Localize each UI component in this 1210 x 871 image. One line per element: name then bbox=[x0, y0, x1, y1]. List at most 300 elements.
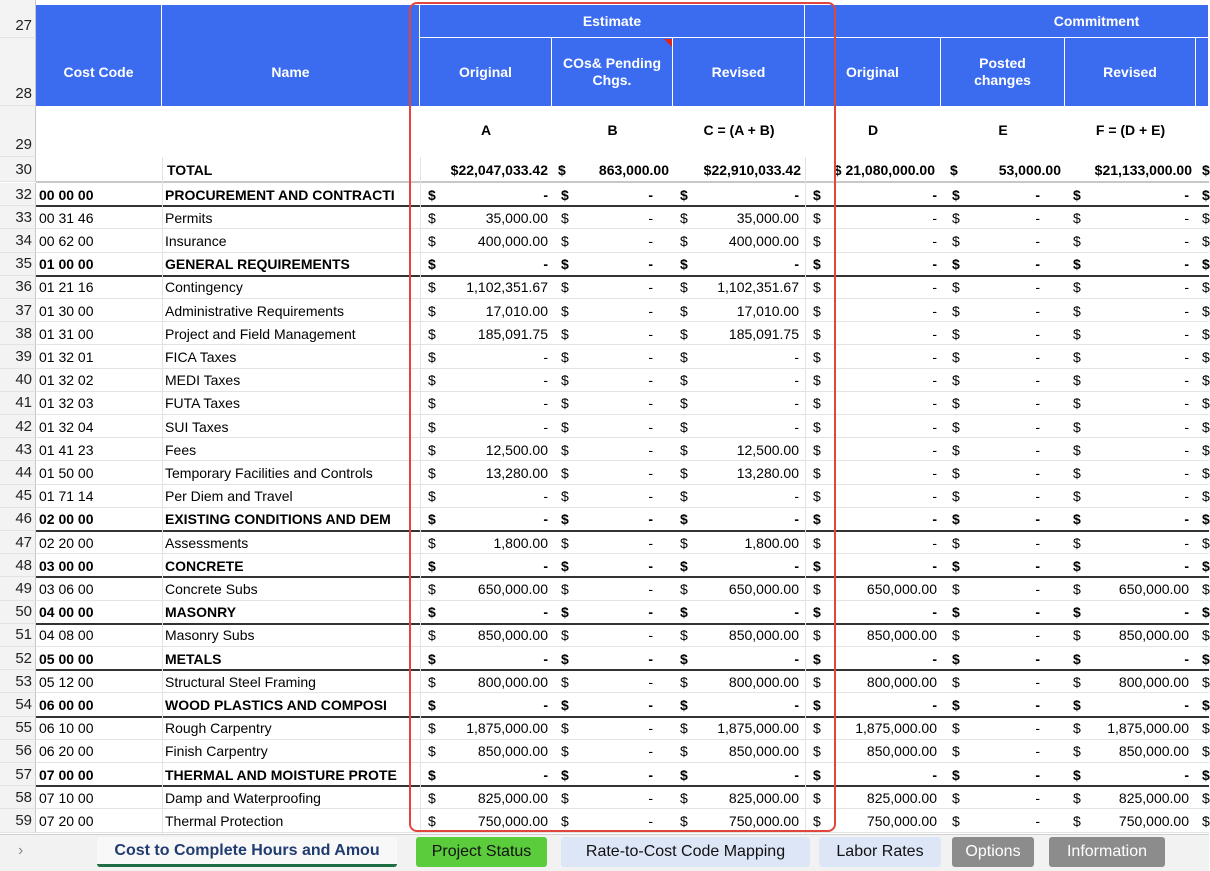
col-header-commitment-original[interactable]: Original bbox=[805, 38, 941, 106]
dollar-sign: $ bbox=[428, 789, 436, 806]
amount-cell-d[interactable]: - bbox=[932, 279, 937, 296]
amount-cell-a[interactable]: - bbox=[543, 488, 548, 505]
cost-code-cell[interactable]: 06 10 00 bbox=[39, 720, 94, 737]
row-header[interactable]: 47 bbox=[0, 531, 36, 554]
amount-cell-e[interactable]: - bbox=[1035, 743, 1040, 760]
col-header-estimate-revised[interactable]: Revised bbox=[673, 38, 805, 106]
col-header-estimate-original[interactable]: Original bbox=[420, 38, 552, 106]
amount-cell-e[interactable]: - bbox=[1035, 232, 1040, 249]
amount-cell-d[interactable]: - bbox=[932, 441, 937, 458]
row-header[interactable]: 33 bbox=[0, 206, 36, 229]
amount-cell-f[interactable]: - bbox=[1184, 372, 1189, 389]
amount-cell-f[interactable]: 850,000.00 bbox=[1118, 627, 1189, 644]
amount-cell-f[interactable]: - bbox=[1184, 557, 1189, 574]
amount-cell-a[interactable]: 800,000.00 bbox=[477, 673, 548, 690]
amount-cell-a[interactable]: 1,875,000.00 bbox=[466, 720, 548, 737]
amount-cell-c[interactable]: 750,000.00 bbox=[728, 812, 799, 829]
dollar-sign: $ bbox=[1202, 812, 1210, 829]
amount-cell-f[interactable]: - bbox=[1184, 511, 1189, 528]
amount-cell-a[interactable]: 400,000.00 bbox=[477, 232, 548, 249]
row-header[interactable]: 39 bbox=[0, 345, 36, 368]
name-cell[interactable]: PROCUREMENT AND CONTRACTI bbox=[165, 186, 395, 203]
amount-cell-f[interactable]: - bbox=[1184, 604, 1189, 621]
name-cell[interactable]: Rough Carpentry bbox=[165, 720, 272, 737]
sheet-tab[interactable]: Information bbox=[1049, 837, 1165, 867]
cost-code-cell[interactable]: 00 31 46 bbox=[39, 209, 94, 226]
amount-cell-b[interactable]: - bbox=[648, 580, 653, 597]
amount-cell-e[interactable]: - bbox=[1035, 627, 1040, 644]
amount-cell-a[interactable]: - bbox=[543, 372, 548, 389]
amount-cell-d[interactable]: 750,000.00 bbox=[866, 812, 937, 829]
cost-code-cell[interactable]: 01 41 23 bbox=[39, 441, 94, 458]
amount-cell-c[interactable]: 13,280.00 bbox=[736, 464, 799, 481]
amount-cell-d[interactable]: - bbox=[932, 464, 937, 481]
total-estimate-revised[interactable]: $22,910,033.42 bbox=[703, 161, 801, 178]
row-header[interactable]: 46 bbox=[0, 508, 36, 531]
row-header[interactable]: 35 bbox=[0, 253, 36, 276]
comment-indicator[interactable] bbox=[664, 39, 672, 47]
dollar-sign: $ bbox=[680, 209, 688, 226]
amount-cell-d[interactable]: - bbox=[932, 302, 937, 319]
amount-cell-f[interactable]: - bbox=[1184, 395, 1189, 412]
cost-code-cell[interactable]: 07 20 00 bbox=[39, 812, 94, 829]
amount-cell-c[interactable]: 650,000.00 bbox=[728, 580, 799, 597]
row-header[interactable]: 54 bbox=[0, 693, 36, 716]
cost-code-cell[interactable]: 01 30 00 bbox=[39, 302, 94, 319]
amount-cell-a[interactable]: 17,010.00 bbox=[485, 302, 548, 319]
row-header[interactable]: 55 bbox=[0, 717, 36, 740]
row-header[interactable]: 59 bbox=[0, 809, 36, 832]
cost-code-cell[interactable]: 01 32 02 bbox=[39, 372, 94, 389]
col-header-cost-code[interactable]: Cost Code bbox=[36, 38, 162, 106]
name-cell[interactable]: Permits bbox=[165, 209, 213, 226]
amount-cell-d[interactable]: - bbox=[932, 650, 937, 667]
cost-code-cell[interactable]: 04 00 00 bbox=[39, 604, 94, 621]
name-cell[interactable]: Finish Carpentry bbox=[165, 743, 268, 760]
amount-cell-a[interactable]: 825,000.00 bbox=[477, 789, 548, 806]
amount-cell-c[interactable]: - bbox=[794, 256, 799, 273]
amount-cell-d[interactable]: 825,000.00 bbox=[866, 789, 937, 806]
amount-cell-e[interactable]: - bbox=[1035, 441, 1040, 458]
amount-cell-b[interactable]: - bbox=[648, 627, 653, 644]
dollar-sign: $ bbox=[1073, 464, 1081, 481]
amount-cell-f[interactable]: - bbox=[1184, 534, 1189, 551]
row-header[interactable]: 51 bbox=[0, 624, 36, 647]
cost-code-cell[interactable]: 00 62 00 bbox=[39, 232, 94, 249]
cost-code-cell[interactable]: 06 00 00 bbox=[39, 696, 94, 713]
dollar-sign: $ bbox=[1202, 232, 1210, 249]
amount-cell-f[interactable]: - bbox=[1184, 766, 1189, 783]
amount-cell-c[interactable]: - bbox=[794, 372, 799, 389]
amount-cell-f[interactable]: - bbox=[1184, 488, 1189, 505]
name-cell[interactable]: Damp and Waterproofing bbox=[165, 789, 321, 806]
amount-cell-c[interactable]: 850,000.00 bbox=[728, 627, 799, 644]
amount-cell-c[interactable]: - bbox=[794, 650, 799, 667]
cost-code-cell[interactable]: 01 32 04 bbox=[39, 418, 94, 435]
amount-cell-b[interactable]: - bbox=[648, 186, 653, 203]
amount-cell-f[interactable]: - bbox=[1184, 302, 1189, 319]
row-header[interactable]: 44 bbox=[0, 461, 36, 484]
cost-code-cell[interactable]: 07 00 00 bbox=[39, 766, 94, 783]
cost-code-cell[interactable]: 01 50 00 bbox=[39, 464, 94, 481]
amount-cell-d[interactable]: 850,000.00 bbox=[866, 743, 937, 760]
amount-cell-d[interactable]: - bbox=[932, 186, 937, 203]
name-cell[interactable]: Project and Field Management bbox=[165, 325, 356, 342]
amount-cell-b[interactable]: - bbox=[648, 557, 653, 574]
cost-code-cell[interactable]: 03 00 00 bbox=[39, 557, 94, 574]
row-header[interactable]: 56 bbox=[0, 740, 36, 763]
header-band-estimate[interactable]: Estimate bbox=[420, 5, 805, 38]
amount-cell-d[interactable]: - bbox=[932, 372, 937, 389]
dollar-sign: $ bbox=[1073, 441, 1081, 458]
amount-cell-d[interactable]: - bbox=[932, 557, 937, 574]
amount-cell-b[interactable]: - bbox=[648, 789, 653, 806]
amount-cell-d[interactable]: 650,000.00 bbox=[866, 580, 937, 597]
row-header[interactable]: 49 bbox=[0, 577, 36, 600]
amount-cell-c[interactable]: 1,102,351.67 bbox=[717, 279, 799, 296]
amount-cell-e[interactable]: - bbox=[1035, 720, 1040, 737]
amount-cell-e[interactable]: - bbox=[1035, 673, 1040, 690]
row-header[interactable]: 42 bbox=[0, 415, 36, 438]
row-header-29[interactable]: 29 bbox=[0, 106, 36, 157]
amount-cell-f[interactable]: - bbox=[1184, 209, 1189, 226]
amount-cell-b[interactable]: - bbox=[648, 209, 653, 226]
amount-cell-c[interactable]: - bbox=[794, 766, 799, 783]
amount-cell-b[interactable]: - bbox=[648, 650, 653, 667]
col-header-commitment-posted[interactable]: Posted changes bbox=[941, 38, 1065, 106]
amount-cell-b[interactable]: - bbox=[648, 696, 653, 713]
amount-cell-f[interactable]: - bbox=[1184, 232, 1189, 249]
name-cell[interactable]: Per Diem and Travel bbox=[165, 488, 293, 505]
amount-cell-a[interactable]: 1,800.00 bbox=[493, 534, 548, 551]
sheet-tab[interactable]: Cost to Complete Hours and Amou bbox=[97, 837, 397, 867]
amount-cell-f[interactable]: 650,000.00 bbox=[1118, 580, 1189, 597]
cost-code-cell[interactable]: 00 00 00 bbox=[39, 186, 94, 203]
row-header-30[interactable]: 30 bbox=[0, 157, 36, 182]
amount-cell-e[interactable]: - bbox=[1035, 534, 1040, 551]
cost-code-cell[interactable]: 03 06 00 bbox=[39, 580, 94, 597]
col-header-estimate-cos-pending[interactable]: COs& Pending Chgs. bbox=[552, 38, 673, 106]
row-header[interactable]: 53 bbox=[0, 670, 36, 693]
amount-cell-d[interactable]: - bbox=[932, 232, 937, 249]
amount-cell-f[interactable]: - bbox=[1184, 279, 1189, 296]
amount-cell-e[interactable]: - bbox=[1035, 279, 1040, 296]
total-estimate-cos[interactable]: 863,000.00 bbox=[598, 161, 669, 178]
amount-cell-c[interactable]: - bbox=[794, 696, 799, 713]
amount-cell-c[interactable]: 1,875,000.00 bbox=[717, 720, 799, 737]
amount-cell-e[interactable]: - bbox=[1035, 488, 1040, 505]
cost-code-cell[interactable]: 06 20 00 bbox=[39, 743, 94, 760]
dollar-sign: $ bbox=[428, 302, 436, 319]
amount-cell-d[interactable]: - bbox=[932, 325, 937, 342]
amount-cell-a[interactable]: - bbox=[543, 604, 548, 621]
dollar-sign: $ bbox=[1073, 557, 1081, 574]
amount-cell-a[interactable]: 650,000.00 bbox=[477, 580, 548, 597]
amount-cell-c[interactable]: - bbox=[794, 604, 799, 621]
dollar-sign: $ bbox=[680, 279, 688, 296]
total-estimate-original[interactable]: $22,047,033.42 bbox=[450, 161, 548, 178]
amount-cell-c[interactable]: 17,010.00 bbox=[736, 302, 799, 319]
sheet-tab[interactable]: Project Status bbox=[416, 837, 547, 867]
sheet-tab[interactable]: Rate-to-Cost Code Mapping bbox=[561, 837, 810, 867]
amount-cell-d[interactable]: - bbox=[932, 395, 937, 412]
amount-cell-f[interactable]: - bbox=[1184, 650, 1189, 667]
cost-code-cell[interactable]: 01 32 01 bbox=[39, 348, 94, 365]
amount-cell-b[interactable]: - bbox=[648, 348, 653, 365]
amount-cell-b[interactable]: - bbox=[648, 534, 653, 551]
name-cell[interactable]: METALS bbox=[165, 650, 222, 667]
total-commitment-posted[interactable]: 53,000.00 bbox=[998, 161, 1061, 178]
amount-cell-a[interactable]: - bbox=[543, 766, 548, 783]
dollar-sign: $ bbox=[1202, 557, 1210, 574]
amount-cell-b[interactable]: - bbox=[648, 766, 653, 783]
amount-cell-b[interactable]: - bbox=[648, 441, 653, 458]
amount-cell-e[interactable]: - bbox=[1035, 348, 1040, 365]
amount-cell-c[interactable]: - bbox=[794, 348, 799, 365]
amount-cell-b[interactable]: - bbox=[648, 464, 653, 481]
cost-code-cell[interactable]: 07 10 00 bbox=[39, 789, 94, 806]
amount-cell-d[interactable]: 1,875,000.00 bbox=[855, 720, 937, 737]
amount-cell-f[interactable]: - bbox=[1184, 418, 1189, 435]
amount-cell-c[interactable]: - bbox=[794, 557, 799, 574]
name-cell[interactable]: WOOD PLASTICS AND COMPOSI bbox=[165, 696, 387, 713]
dollar-sign: $ bbox=[680, 325, 688, 342]
amount-cell-a[interactable]: 12,500.00 bbox=[485, 441, 548, 458]
amount-cell-b[interactable]: - bbox=[648, 325, 653, 342]
sheet-tab[interactable]: Labor Rates bbox=[819, 837, 941, 867]
amount-cell-c[interactable]: 12,500.00 bbox=[736, 441, 799, 458]
amount-cell-f[interactable]: 850,000.00 bbox=[1118, 743, 1189, 760]
amount-cell-e[interactable]: - bbox=[1035, 557, 1040, 574]
row-header[interactable]: 48 bbox=[0, 554, 36, 577]
row-header-27[interactable]: 27 bbox=[0, 0, 36, 38]
name-cell[interactable]: Administrative Requirements bbox=[165, 302, 344, 319]
amount-cell-f[interactable]: 1,875,000.00 bbox=[1107, 720, 1189, 737]
amount-cell-c[interactable]: - bbox=[794, 395, 799, 412]
row-header[interactable]: 57 bbox=[0, 763, 36, 786]
amount-cell-e[interactable]: - bbox=[1035, 256, 1040, 273]
amount-cell-c[interactable]: 1,800.00 bbox=[744, 534, 799, 551]
amount-cell-f[interactable]: 750,000.00 bbox=[1118, 812, 1189, 829]
row-header[interactable]: 41 bbox=[0, 392, 36, 415]
row-header[interactable]: 34 bbox=[0, 229, 36, 252]
amount-cell-b[interactable]: - bbox=[648, 673, 653, 690]
amount-cell-c[interactable]: 800,000.00 bbox=[728, 673, 799, 690]
cost-code-cell[interactable]: 01 71 14 bbox=[39, 488, 94, 505]
amount-cell-a[interactable]: - bbox=[543, 696, 548, 713]
name-cell[interactable]: MASONRY bbox=[165, 604, 237, 621]
cost-code-cell[interactable]: 05 00 00 bbox=[39, 650, 94, 667]
amount-cell-e[interactable]: - bbox=[1035, 812, 1040, 829]
amount-cell-a[interactable]: 750,000.00 bbox=[477, 812, 548, 829]
amount-cell-d[interactable]: - bbox=[932, 766, 937, 783]
dollar-sign: $ bbox=[428, 650, 436, 667]
total-commitment-original[interactable]: $ 21,080,000.00 bbox=[833, 161, 935, 178]
amount-cell-e[interactable]: - bbox=[1035, 650, 1040, 667]
cost-code-cell[interactable]: 02 00 00 bbox=[39, 511, 94, 528]
amount-cell-f[interactable]: 825,000.00 bbox=[1118, 789, 1189, 806]
col-header-name[interactable]: Name bbox=[162, 38, 420, 106]
name-cell[interactable]: Assessments bbox=[165, 534, 249, 551]
dollar-sign: $ bbox=[1202, 441, 1210, 458]
cost-code-cell[interactable]: 01 31 00 bbox=[39, 325, 94, 342]
dollar-sign: $ bbox=[680, 580, 688, 597]
amount-cell-e[interactable]: - bbox=[1035, 580, 1040, 597]
amount-cell-a[interactable]: 850,000.00 bbox=[477, 627, 548, 644]
name-cell[interactable]: Structural Steel Framing bbox=[165, 673, 316, 690]
amount-cell-b[interactable]: - bbox=[648, 720, 653, 737]
amount-cell-a[interactable]: 185,091.75 bbox=[477, 325, 548, 342]
amount-cell-f[interactable]: - bbox=[1184, 256, 1189, 273]
row-header[interactable]: 45 bbox=[0, 485, 36, 508]
name-cell[interactable]: CONCRETE bbox=[165, 557, 244, 574]
row-header[interactable]: 52 bbox=[0, 647, 36, 670]
dollar-sign: $ bbox=[1202, 789, 1210, 806]
amount-cell-a[interactable]: - bbox=[543, 348, 548, 365]
name-cell[interactable]: EXISTING CONDITIONS AND DEM bbox=[165, 511, 391, 528]
amount-cell-b[interactable]: - bbox=[648, 372, 653, 389]
row-header[interactable]: 40 bbox=[0, 369, 36, 392]
name-cell[interactable]: MEDI Taxes bbox=[165, 372, 241, 389]
row-header[interactable]: 43 bbox=[0, 438, 36, 461]
name-cell[interactable]: FUTA Taxes bbox=[165, 395, 240, 412]
amount-cell-b[interactable]: - bbox=[648, 232, 653, 249]
amount-cell-a[interactable]: - bbox=[543, 186, 548, 203]
row-header[interactable]: 38 bbox=[0, 322, 36, 345]
name-cell[interactable]: Masonry Subs bbox=[165, 627, 255, 644]
row-header[interactable]: 37 bbox=[0, 299, 36, 322]
amount-cell-a[interactable]: 35,000.00 bbox=[485, 209, 548, 226]
row-header-28[interactable]: 28 bbox=[0, 38, 36, 106]
amount-cell-f[interactable]: - bbox=[1184, 348, 1189, 365]
amount-cell-d[interactable]: - bbox=[932, 488, 937, 505]
amount-cell-d[interactable]: - bbox=[932, 348, 937, 365]
amount-cell-e[interactable]: - bbox=[1035, 511, 1040, 528]
amount-cell-a[interactable]: 13,280.00 bbox=[485, 464, 548, 481]
amount-cell-b[interactable]: - bbox=[648, 812, 653, 829]
amount-cell-c[interactable]: 825,000.00 bbox=[728, 789, 799, 806]
amount-cell-e[interactable]: - bbox=[1035, 464, 1040, 481]
amount-cell-a[interactable]: - bbox=[543, 418, 548, 435]
amount-cell-c[interactable]: - bbox=[794, 418, 799, 435]
row-header[interactable]: 32 bbox=[0, 183, 36, 206]
amount-cell-e[interactable]: - bbox=[1035, 766, 1040, 783]
name-cell[interactable]: FICA Taxes bbox=[165, 348, 237, 365]
amount-cell-e[interactable]: - bbox=[1035, 696, 1040, 713]
amount-cell-a[interactable]: - bbox=[543, 650, 548, 667]
amount-cell-e[interactable]: - bbox=[1035, 395, 1040, 412]
amount-cell-e[interactable]: - bbox=[1035, 789, 1040, 806]
dollar-sign: $ bbox=[680, 789, 688, 806]
name-cell[interactable]: Concrete Subs bbox=[165, 580, 258, 597]
amount-cell-c[interactable]: 850,000.00 bbox=[728, 743, 799, 760]
amount-cell-a[interactable]: - bbox=[543, 557, 548, 574]
amount-cell-e[interactable]: - bbox=[1035, 325, 1040, 342]
amount-cell-f[interactable]: - bbox=[1184, 696, 1189, 713]
amount-cell-d[interactable]: - bbox=[932, 418, 937, 435]
name-cell[interactable]: GENERAL REQUIREMENTS bbox=[165, 256, 350, 273]
amount-cell-e[interactable]: - bbox=[1035, 372, 1040, 389]
sheet-tab[interactable]: Options bbox=[952, 837, 1034, 867]
amount-cell-d[interactable]: 800,000.00 bbox=[866, 673, 937, 690]
amount-cell-e[interactable]: - bbox=[1035, 418, 1040, 435]
amount-cell-e[interactable]: - bbox=[1035, 186, 1040, 203]
amount-cell-b[interactable]: - bbox=[648, 256, 653, 273]
amount-cell-b[interactable]: - bbox=[648, 604, 653, 621]
row-header[interactable]: 50 bbox=[0, 601, 36, 624]
cost-code-cell[interactable]: 01 32 03 bbox=[39, 395, 94, 412]
row-header[interactable]: 58 bbox=[0, 786, 36, 809]
amount-cell-c[interactable]: - bbox=[794, 186, 799, 203]
name-cell[interactable]: Fees bbox=[165, 441, 197, 458]
amount-cell-d[interactable]: 850,000.00 bbox=[866, 627, 937, 644]
amount-cell-e[interactable]: - bbox=[1035, 302, 1040, 319]
amount-cell-c[interactable]: - bbox=[794, 511, 799, 528]
amount-cell-f[interactable]: 800,000.00 bbox=[1118, 673, 1189, 690]
amount-cell-f[interactable]: - bbox=[1184, 464, 1189, 481]
amount-cell-b[interactable]: - bbox=[648, 395, 653, 412]
amount-cell-d[interactable]: - bbox=[932, 511, 937, 528]
cost-code-cell[interactable]: 04 08 00 bbox=[39, 627, 94, 644]
dollar-sign: $ bbox=[952, 232, 960, 249]
cost-code-cell[interactable]: 05 12 00 bbox=[39, 673, 94, 690]
cost-code-cell[interactable]: 01 21 16 bbox=[39, 279, 94, 296]
header-band-commitment[interactable]: Commitment bbox=[805, 5, 1209, 38]
amount-cell-c[interactable]: 400,000.00 bbox=[728, 232, 799, 249]
name-cell[interactable]: Thermal Protection bbox=[165, 812, 284, 829]
chevron-right-icon[interactable]: › bbox=[18, 842, 24, 859]
amount-cell-b[interactable]: - bbox=[648, 302, 653, 319]
amount-cell-a[interactable]: 1,102,351.67 bbox=[466, 279, 548, 296]
amount-cell-d[interactable]: - bbox=[932, 534, 937, 551]
amount-cell-d[interactable]: - bbox=[932, 604, 937, 621]
name-cell[interactable]: Insurance bbox=[165, 232, 227, 249]
amount-cell-b[interactable]: - bbox=[648, 511, 653, 528]
col-header-commitment-revised[interactable]: Revised bbox=[1065, 38, 1196, 106]
row-header[interactable]: 36 bbox=[0, 276, 36, 299]
amount-cell-a[interactable]: - bbox=[543, 395, 548, 412]
amount-cell-a[interactable]: - bbox=[543, 511, 548, 528]
amount-cell-b[interactable]: - bbox=[648, 743, 653, 760]
cost-code-cell[interactable]: 01 00 00 bbox=[39, 256, 94, 273]
amount-cell-d[interactable]: - bbox=[932, 256, 937, 273]
cost-code-cell[interactable]: 02 20 00 bbox=[39, 534, 94, 551]
amount-cell-b[interactable]: - bbox=[648, 279, 653, 296]
name-cell[interactable]: Contingency bbox=[165, 279, 243, 296]
amount-cell-f[interactable]: - bbox=[1184, 186, 1189, 203]
amount-cell-b[interactable]: - bbox=[648, 418, 653, 435]
amount-cell-f[interactable]: - bbox=[1184, 441, 1189, 458]
name-cell[interactable]: THERMAL AND MOISTURE PROTE bbox=[165, 766, 397, 783]
amount-cell-d[interactable]: - bbox=[932, 209, 937, 226]
name-cell[interactable]: Temporary Facilities and Controls bbox=[165, 464, 373, 481]
col-header-next[interactable] bbox=[1196, 38, 1209, 106]
amount-cell-c[interactable]: 185,091.75 bbox=[728, 325, 799, 342]
total-label[interactable]: TOTAL bbox=[167, 161, 213, 178]
amount-cell-e[interactable]: - bbox=[1035, 209, 1040, 226]
amount-cell-b[interactable]: - bbox=[648, 488, 653, 505]
amount-cell-d[interactable]: - bbox=[932, 696, 937, 713]
amount-cell-a[interactable]: - bbox=[543, 256, 548, 273]
dollar-sign: $ bbox=[1202, 348, 1210, 365]
name-cell[interactable]: SUI Taxes bbox=[165, 418, 229, 435]
total-commitment-revised[interactable]: $21,133,000.00 bbox=[1094, 161, 1192, 178]
amount-cell-c[interactable]: 35,000.00 bbox=[736, 209, 799, 226]
amount-cell-a[interactable]: 850,000.00 bbox=[477, 743, 548, 760]
amount-cell-c[interactable]: - bbox=[794, 488, 799, 505]
amount-cell-f[interactable]: - bbox=[1184, 325, 1189, 342]
amount-cell-e[interactable]: - bbox=[1035, 604, 1040, 621]
